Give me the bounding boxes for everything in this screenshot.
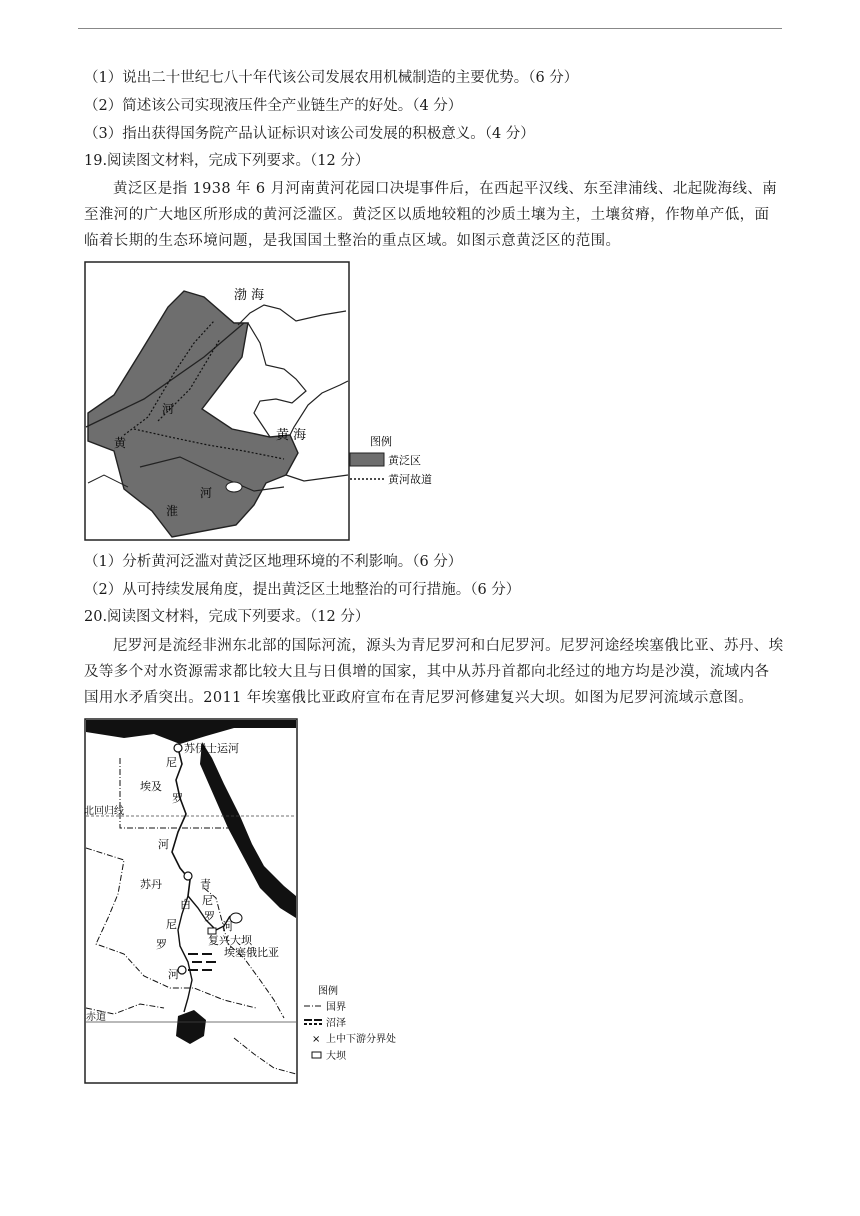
label-luo: 罗 [172, 792, 183, 805]
q20-material: 尼罗河是流经非洲东北部的国际河流，源头为青尼罗河和白尼罗河。尼罗河途经埃塞俄比亚、苏丹、埃及等多个对水资源需求都比较大且与日俱增的国家，其中从苏丹首都向北经过的地方均是沙漠，流域内各国用水矛盾突出。2011 年埃塞俄比亚政府宣布在青尼罗河修建复兴大坝。如图为尼罗河流域示意图。 [84, 638, 784, 706]
label-qhe: 河 [222, 920, 233, 933]
label-qni: 尼 [202, 894, 213, 907]
legend-area: 黄泛区 [388, 454, 421, 467]
q19-sub1: （1）分析黄河泛滥对黄泛区地理环境的不利影响。（6 分） [84, 554, 463, 570]
q20-title: 20.阅读图文材料，完成下列要求。（12 分） [84, 609, 370, 625]
label-huang: 黄 [114, 436, 127, 450]
label-dam: 复兴大坝 [208, 934, 252, 947]
legend-course: 黄河故道 [388, 473, 432, 486]
label-ethiopia: 埃塞俄比亚 [224, 946, 279, 959]
label-egypt: 埃及 [140, 780, 162, 793]
q18-sub3: （3）指出获得国务院产品认证标识对该公司发展的积极意义。（4 分） [84, 126, 535, 142]
label-bai: 白 [180, 898, 191, 911]
header-rule [78, 28, 782, 29]
label-he-1: 河 [162, 402, 175, 416]
label-he-2: 河 [200, 486, 213, 500]
legend2-border: 国界 [326, 1002, 346, 1013]
legend2-swamp: 沼泽 [326, 1018, 346, 1029]
q19-title: 19.阅读图文材料，完成下列要求。（12 分） [84, 153, 370, 169]
q19-material: 黄泛区是指 1938 年 6 月河南黄河花园口决堤事件后，在西起平汉线、东至津浦线、北起陇海线、南至淮河的广大地区所形成的黄河泛滥区。黄泛区以质地较粗的沙质土壤为主，土壤贫瘠，作物单产低，面临着长期的生态环境问题，是我国国土整治的重点区域。如图示意黄泛区的范围。 [84, 181, 778, 249]
nile-map [84, 718, 444, 1086]
legend2-title: 图例 [318, 986, 338, 997]
huangfan-map [84, 261, 440, 541]
q19-sub2: （2）从可持续发展角度，提出黄泛区土地整治的可行措施。（6 分） [84, 582, 521, 598]
label-equator: 赤道 [86, 1012, 106, 1023]
legend-title: 图例 [370, 435, 392, 448]
legend2-dam: 大坝 [326, 1051, 346, 1062]
label-bohai: 渤 海 [234, 288, 265, 303]
label-bni: 尼 [166, 918, 177, 931]
legend2-division: 上中下游分界处 [326, 1034, 396, 1045]
label-huanghai: 黄 海 [276, 428, 307, 443]
label-he: 河 [158, 838, 169, 851]
label-qluo: 罗 [204, 910, 215, 923]
legend2-division-mark: × [312, 1034, 321, 1045]
label-bhe: 河 [168, 968, 179, 981]
q18-sub1: （1）说出二十世纪七八十年代该公司发展农用机械制造的主要优势。（6 分） [84, 70, 579, 86]
label-huai: 淮 [166, 504, 179, 518]
label-sudan: 苏丹 [140, 878, 162, 891]
label-qing: 青 [200, 878, 211, 891]
label-ni: 尼 [166, 756, 177, 769]
label-suez: 苏伊士运河 [184, 742, 239, 755]
label-bluo: 罗 [156, 938, 167, 951]
label-tropic: 北回归线 [84, 806, 124, 817]
q18-sub2: （2）简述该公司实现液压件全产业链生产的好处。（4 分） [84, 98, 463, 114]
